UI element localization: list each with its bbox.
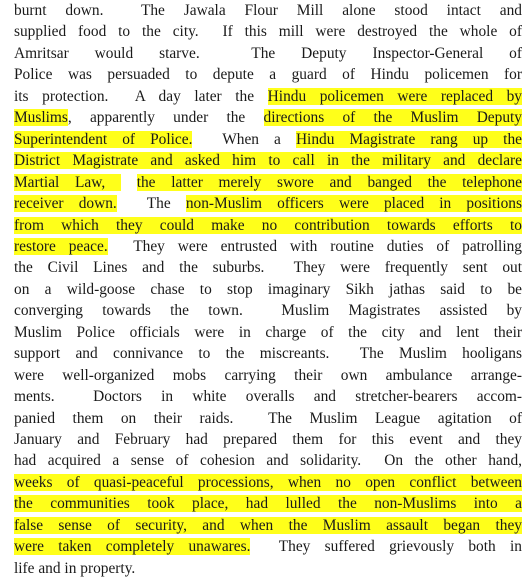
text-line xyxy=(14,257,522,279)
text-segment: supplied food to the city. If this mill were destroyed the whole of xyxy=(14,23,522,41)
text-line xyxy=(14,43,522,65)
text-line xyxy=(14,236,522,258)
highlighted-text: Muslims xyxy=(14,109,68,127)
text-line xyxy=(14,429,522,451)
text-segment: ments. Doctors in white overalls and stretcher-bearers accom- xyxy=(14,388,522,406)
text-line xyxy=(14,0,522,22)
text-line xyxy=(14,129,522,151)
text-segment: life and in property. xyxy=(14,559,136,577)
highlighted-text: false sense of security, and when the Muslim assault began they xyxy=(14,516,522,534)
text-segment: the Civil Lines and the suburbs. They were frequently sent out xyxy=(14,259,522,277)
text-line xyxy=(14,408,522,430)
text-line xyxy=(14,64,522,86)
text-line xyxy=(14,86,522,108)
text-segment: on a wild-goose chase to stop imaginary Sikh jathas said to be xyxy=(14,280,522,298)
highlighted-text: non-Muslim officers were placed in positions xyxy=(185,195,522,213)
text-line xyxy=(14,343,522,365)
highlighted-text: from which they could make no contribution towards efforts to xyxy=(14,216,522,234)
text-line xyxy=(14,450,522,472)
text-segment: Police was persuaded to depute a guard of Hindu policemen for xyxy=(14,66,522,84)
text-line xyxy=(14,193,522,215)
text-segment: When a xyxy=(192,130,296,148)
text-line xyxy=(14,322,522,344)
highlighted-text: directions of the Muslim Deputy xyxy=(263,109,522,127)
text-segment: Amritsar would starve. The Deputy Inspector-General of xyxy=(14,44,522,62)
text-segment: were well-organized mobs carrying their own ambulance arrange- xyxy=(14,366,522,384)
text-segment: support and connivance to the miscreants. The Muslim hooligans xyxy=(14,345,522,363)
text-line xyxy=(14,493,522,515)
highlighted-text: Martial Law, xyxy=(14,173,121,191)
text-segment xyxy=(121,174,137,191)
text-line xyxy=(14,386,522,408)
highlighted-text: restore peace. xyxy=(14,237,108,255)
highlighted-text: the latter merely swore and banged the telephone xyxy=(136,173,522,191)
highlighted-text: weeks of quasi-peaceful processions, when no open conflict between xyxy=(14,473,522,491)
text-line xyxy=(14,365,522,387)
highlighted-text: the communities took place, had lulled the non-Muslims into a xyxy=(14,495,522,513)
text-segment: its protection. A day later the xyxy=(14,87,268,105)
highlighted-text: Hindu policemen were replaced by xyxy=(267,87,522,105)
text-line xyxy=(14,300,522,322)
text-line xyxy=(14,472,522,494)
text-line xyxy=(14,558,522,580)
text-line xyxy=(14,279,522,301)
text-line xyxy=(14,21,522,43)
text-line xyxy=(14,172,522,194)
highlighted-text: receiver down. xyxy=(14,195,117,213)
text-line xyxy=(14,150,522,172)
text-segment: They suffered grievously both in xyxy=(250,538,522,556)
text-segment: , apparently under the xyxy=(67,109,264,127)
highlighted-text: Superintendent of Police. xyxy=(14,130,193,148)
text-segment: had acquired a sense of cohesion and solidarity. On the other hand, xyxy=(14,452,522,470)
text-line xyxy=(14,536,522,558)
text-segment: converging towards the town. Muslim Magistrates assisted by xyxy=(14,302,522,320)
highlighted-text: were taken completely unawares. xyxy=(14,538,251,556)
text-line xyxy=(14,215,522,237)
text-segment: burnt down. The Jawala Flour Mill alone stood intact and xyxy=(14,2,522,19)
text-line xyxy=(14,107,522,129)
text-line xyxy=(14,515,522,537)
text-segment: Muslim Police officials were in charge of the city and lent their xyxy=(14,323,522,341)
highlighted-text: District Magistrate and asked him to call in the military and declare xyxy=(14,152,522,170)
text-segment: panied them on their raids. The Muslim League agitation of xyxy=(14,409,522,427)
highlighted-text: Hindu Magistrate rang up the xyxy=(295,130,522,148)
text-segment: January and February had prepared them for this event and they xyxy=(14,431,522,448)
text-segment: The xyxy=(116,195,186,213)
text-segment: They were entrusted with routine duties of patrolling xyxy=(107,237,522,255)
